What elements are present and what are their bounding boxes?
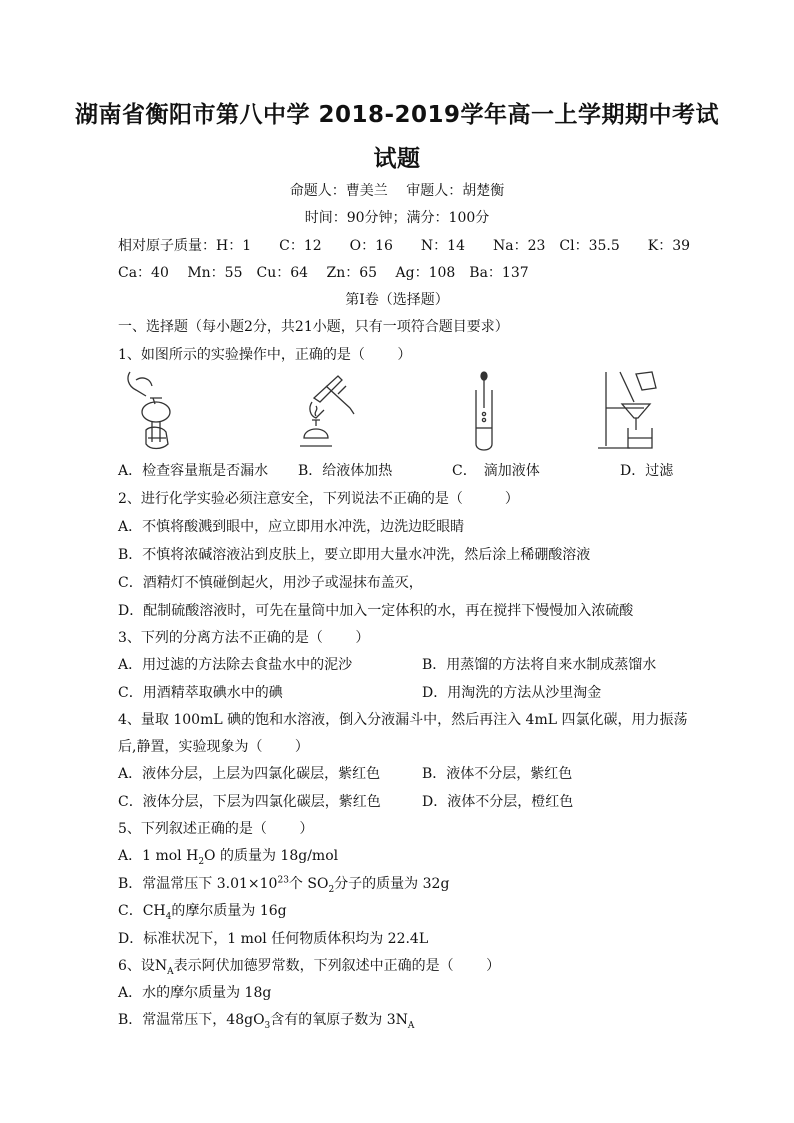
- question-3-option-d: D．用淘洗的方法从沙里淘金: [422, 685, 602, 701]
- question-3-option-c: C．用酒精萃取碘水中的碘: [118, 685, 283, 701]
- section-heading: 一、选择题（每小题2分，共21小题，只有一项符合题目要求）: [118, 319, 509, 335]
- question-1-option-a: A．检查容量瓶是否漏水: [118, 463, 269, 479]
- question-1-stem: 1、如图所示的实验操作中，正确的是（ ）: [118, 347, 412, 363]
- question-2-option-d: D．配制硫酸溶液时，可先在量筒中加入一定体积的水，再在搅拌下慢慢加入浓硫酸: [118, 603, 634, 619]
- heating-liquid-figure: [294, 368, 366, 452]
- time-score-line: 时间：90分钟；满分：100分: [304, 210, 490, 226]
- question-3-option-a: A．用过滤的方法除去食盐水中的泥沙: [118, 657, 353, 673]
- question-6-option-b: B．常温常压下，$48gO_3$含有的氧原子数为 $3N_A$: [118, 1012, 415, 1031]
- question-5-option-c: C．$CH_4$的摩尔质量为 16g: [118, 903, 287, 922]
- question-6-stem: 6、设$N_A$表示阿伏加德罗常数，下列叙述中正确的是（ ）: [118, 958, 501, 977]
- question-3-stem: 3、下列的分离方法不正确的是（ ）: [118, 630, 370, 646]
- question-3-option-b: B．用蒸馏的方法将自来水制成蒸馏水: [422, 657, 657, 673]
- atomic-masses-line-2: Ca：40 Mn：55 Cu：64 Zn：65 Ag：108 Ba：137: [118, 265, 529, 281]
- question-4-stem-continued: 后,静置，实验现象为（ ）: [118, 739, 309, 755]
- question-2-stem: 2、进行化学实验必须注意安全，下列说法不正确的是（ ）: [118, 491, 519, 507]
- question-2-option-c: C．酒精灯不慎碰倒起火，用沙子或湿抹布盖灭，: [118, 575, 423, 591]
- filtration-figure: [596, 368, 676, 452]
- flask-check-figure: [122, 368, 182, 452]
- question-2-option-b: B．不慎将浓碱溶液沾到皮肤上，要立即用大量水冲洗，然后涂上稀硼酸溶液: [118, 547, 591, 563]
- question-1-figures: [118, 368, 678, 456]
- question-5-stem: 5、下列叙述正确的是（ ）: [118, 821, 314, 837]
- atomic-masses-line-1: 相对原子质量：H：1 C：12 O：16 N：14 Na：23 Cl：35.5 K：39: [118, 238, 691, 254]
- question-5-option-a: A．1 mol $H_2O$ 的质量为 18g/mol: [118, 848, 339, 867]
- question-6-option-a: A．水的摩尔质量为 18g: [118, 985, 272, 1001]
- question-5-option-b: B．常温常压下 $3.01\times 10^{23}$个 $SO_2$分子的质量为 32g: [118, 875, 450, 895]
- part-heading: 第Ⅰ卷（选择题）: [345, 292, 449, 308]
- question-4-option-c: C．液体分层，下层为四氯化碳层，紫红色: [118, 794, 381, 810]
- question-4-option-b: B．液体不分层，紫红色: [422, 766, 573, 782]
- exam-title: 湖南省衡阳市第八中学 2018-2019学年高一上学期期中考试: [74, 102, 720, 128]
- dropping-liquid-figure: [464, 368, 504, 452]
- question-4-stem: 4、量取 100mL 碘的饱和水溶液，倒入分液漏斗中，然后再注入 4mL 四氯化碳，用力振荡: [118, 712, 688, 728]
- question-5-option-d: D．标准状况下，1 mol 任何物质体积均为 22.4L: [118, 931, 429, 947]
- question-2-option-a: A．不慎将酸溅到眼中，应立即用水冲洗，边洗边眨眼睛: [118, 519, 465, 535]
- question-4-option-a: A．液体分层，上层为四氯化碳层，紫红色: [118, 766, 381, 782]
- question-4-option-d: D．液体不分层，橙红色: [422, 794, 574, 810]
- exam-title-continued: 试题: [373, 146, 421, 172]
- authors-line: 命题人：曹美兰 审题人：胡楚衡: [289, 183, 505, 199]
- question-1-option-d: D．过滤: [620, 463, 674, 479]
- question-1-option-c: C． 滴加液体: [452, 463, 540, 479]
- question-1-option-b: B．给液体加热: [298, 463, 393, 479]
